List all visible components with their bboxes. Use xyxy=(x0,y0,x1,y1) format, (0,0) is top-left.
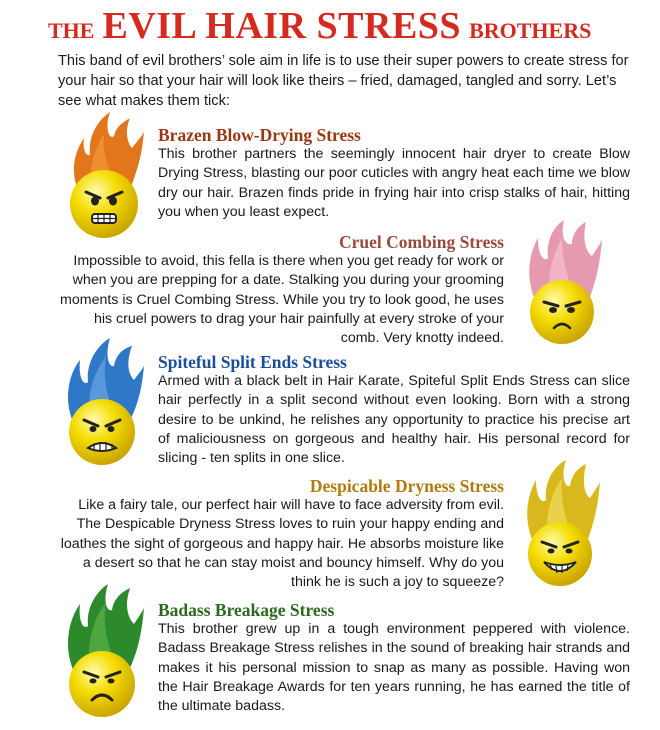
section-despicable-dryness xyxy=(56,476,504,592)
title-main: EVIL HAIR STRESS xyxy=(102,5,462,47)
section-body: This brother partners the seemingly innocent hair dryer to create Blow Drying Stress, blasting our poor cuticles with angry heat each time we blow dry our hair. Brazen finds pride in frying hair into crisp stalks of hair, hitting you when you least expect. xyxy=(158,146,630,220)
title-prefix: THE xyxy=(48,18,95,43)
section-badass-breakage xyxy=(158,600,630,716)
section-heading: Badass Breakage Stress xyxy=(158,600,335,620)
section-body: Like a fairy tale, our perfect hair will have to face adversity from evil. The Despicable Dryness Stress loves to ruin your happy ending and loathes the sight of gorgeous and happy hair. He absorbs moisture like a desert so that he can stay moist and bouncy himself. Why do you think he is such a joy to squeeze? xyxy=(60,497,504,591)
section-heading: Cruel Combing Stress xyxy=(339,232,504,252)
section-body: Armed with a black belt in Hair Karate, Spiteful Split Ends Stress can slice hair perfectly in a split second without even looking. Born with a strong desire to be unkind, he relishes any opportunity to practice his precise art of maliciousness on gorgeous and healthy hair. His personal record for slicing - ten splits in one slice. xyxy=(158,373,630,467)
intro-paragraph: This band of evil brothers’ sole aim in life is to use their super powers to create stress for your hair so that your hair will look like theirs – fried, damaged, tangled and sorry. Let’s see what makes them tick: xyxy=(58,53,629,109)
section-brazen-blow-drying xyxy=(158,125,630,222)
orange-hair-angry-face-icon xyxy=(58,110,150,242)
page-title xyxy=(48,4,648,53)
section-body: This brother grew up in a tough environment peppered with violence. Badass Breakage Stress relishes in the sound of breaking hair strands and makes it his personal mission to snap as many as possible. Having won the Hair Breakage Awards for ten years running, he has earned the title of the ultimate badass. xyxy=(158,621,630,715)
section-cruel-combing xyxy=(56,232,504,348)
title-suffix: BROTHERS xyxy=(469,18,592,43)
gold-hair-evil-grin-face-icon xyxy=(514,456,606,588)
section-heading: Brazen Blow-Drying Stress xyxy=(158,125,361,145)
section-body: Impossible to avoid, this fella is there when you get ready for work or when you are prepping for a date. Stalking you during your grooming moments is Cruel Combing Stress. While you try to look good, he uses his cruel powers to drag your hair painfully at every stroke of your comb. Very knotty indeed. xyxy=(60,253,504,347)
green-hair-frowning-face-icon xyxy=(56,580,148,720)
section-heading: Spiteful Split Ends Stress xyxy=(158,352,347,372)
section-heading: Despicable Dryness Stress xyxy=(309,476,504,496)
pink-hair-scowling-face-icon xyxy=(516,216,608,348)
blue-hair-grimacing-face-icon xyxy=(56,336,148,468)
section-spiteful-split-ends xyxy=(158,352,630,468)
